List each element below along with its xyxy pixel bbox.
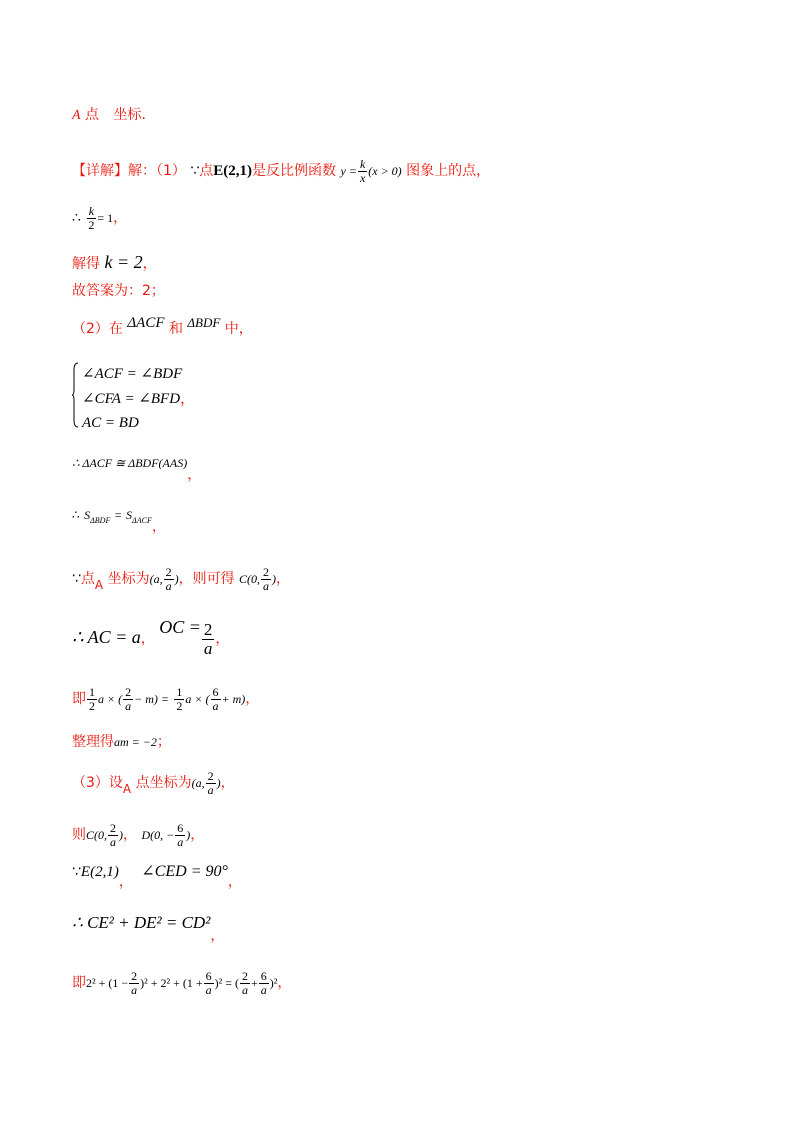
fraction-6-over-a: $\frac{6}{a}$ [177, 821, 184, 849]
text-dian: 点 [199, 163, 214, 180]
line-point-a-coords [72, 566, 290, 592]
paren-close: ) [174, 572, 179, 587]
line-pythagoras [72, 914, 224, 943]
paren-open: (a, [191, 776, 205, 791]
subscript-acf: ΔACF [132, 516, 152, 525]
k-equals-2: k = 2 [104, 252, 143, 272]
line-congruent [72, 456, 201, 482]
text-ze: 则 [72, 827, 86, 844]
fraction-2-over-a: $\frac{2}{a}$ [110, 821, 116, 849]
line-c-d-coords [72, 822, 204, 848]
equals: = [114, 508, 122, 522]
text-zhengli: 整理得 [72, 734, 114, 750]
point-c-open: C(0, [239, 572, 261, 587]
point-e: E(2,1) [213, 163, 253, 180]
because-symbol: ∵ [190, 163, 200, 180]
comma: ， [220, 775, 235, 792]
text-coord-is: 坐标为 [107, 571, 150, 588]
line-detail-part1 [72, 158, 490, 184]
angle-ced: ∠CED = 90° [141, 863, 228, 880]
text-graph-point: 图象上的点， [406, 163, 491, 180]
congruence-statement: ∴ ΔACF ≅ ΔBDF(AAS) [72, 456, 188, 470]
system-row-2: ∠CFA = ∠BFD， [82, 389, 196, 407]
line-solve-k [72, 253, 157, 271]
fraction-2-over-a: $\frac{2}{a}$ [131, 969, 138, 997]
comma: ， [123, 827, 137, 844]
point-d-close: ) [186, 828, 191, 843]
area-s: S [126, 508, 133, 522]
point-d-open: D(0, − [141, 828, 175, 843]
because-symbol: ∵ [72, 864, 81, 880]
text-ji: 即 [72, 975, 86, 992]
comma: ， [187, 467, 202, 483]
therefore-symbol: ∴ [72, 211, 81, 227]
math-part: a × ( [185, 692, 210, 707]
system-row-1: ∠ACF = ∠BDF [82, 366, 183, 382]
comma: ， [227, 874, 242, 890]
comma: ， [276, 571, 291, 588]
math-part: 2² + (1 − [86, 976, 129, 991]
semicolon: ； [156, 734, 171, 750]
fraction-k-over-x: $\frac{k}{x}$ [359, 157, 366, 185]
system-rows [82, 362, 195, 435]
pythagoras-equation: ∴ CE² + DE² = CD² [72, 913, 211, 932]
fraction-2-over-a: $\frac{2}{a}$ [165, 565, 172, 593]
comma: ， [151, 519, 166, 535]
text-zhong: 中， [224, 321, 253, 337]
system-row-3: AC = BD [82, 415, 139, 431]
math-part: )² = ( [214, 976, 239, 991]
comma: ， [277, 975, 292, 992]
func-y: y = [340, 164, 357, 179]
line-part3-intro [72, 770, 235, 796]
oc-equals: OC = [159, 617, 201, 637]
answer-text: 故答案为：2； [72, 283, 165, 299]
text-then: ，则可得 [178, 571, 235, 588]
because-symbol: ∵ [72, 571, 81, 588]
text-coord-is: 点坐标为 [135, 775, 192, 792]
comma: ， [215, 631, 230, 647]
comma: ， [140, 631, 155, 647]
comma: ， [210, 928, 225, 944]
therefore-symbol: ∴ [72, 508, 80, 522]
fraction-k-over-2: $\frac{k}{2}$ [88, 204, 95, 232]
subscript-bdf: ΔBDF [90, 516, 111, 525]
line-k-over-2 [72, 205, 127, 231]
equals-one: = 1 [97, 211, 114, 226]
fraction-2-over-a: $\frac{2}{a}$ [125, 685, 132, 713]
comma: ， [113, 210, 128, 227]
fraction-half: $\frac{1}{2}$ [176, 685, 183, 713]
fraction-2-over-a-large: $\frac{2}{a}$ [203, 619, 213, 658]
area-s: S [84, 508, 91, 522]
comma: ， [245, 691, 260, 708]
paren-open: (a, [149, 572, 163, 587]
part2-label: （2）在 [72, 321, 123, 337]
line-am-result [72, 735, 171, 749]
point-e: E(2,1) [80, 864, 119, 880]
triangle-bdf: ΔBDF [187, 315, 221, 330]
text-zuobiao: 坐标. [113, 107, 146, 123]
line-point-a-coordinates [72, 108, 146, 123]
detail-tag: 【详解】 [72, 163, 128, 180]
fraction-half: $\frac{1}{2}$ [89, 685, 95, 713]
left-brace-icon [72, 362, 78, 428]
line-final-equation [72, 970, 291, 996]
text-dian: 点 [80, 571, 95, 588]
fraction-6-over-a: $\frac{6}{a}$ [260, 969, 267, 997]
line-answer [72, 284, 165, 298]
math-part: + [251, 976, 258, 991]
line-area-equal [72, 508, 166, 534]
point-a-label: A [122, 782, 132, 797]
text-ji: 即 [72, 691, 86, 708]
fraction-2-over-a: $\frac{2}{a}$ [263, 565, 270, 593]
line-part2-intro [72, 316, 253, 336]
domain-condition: (x > 0) [368, 164, 402, 179]
line-right-angle [72, 864, 242, 889]
am-equals-neg2: am = −2 [114, 735, 157, 749]
text-is-function: 是反比例函数 [252, 163, 337, 180]
part3-label: （3）设 [72, 775, 123, 792]
paren-close: ) [216, 776, 221, 791]
text-jiede: 解得 [72, 256, 100, 272]
math-part: + m) [221, 692, 246, 707]
point-c-close: ) [272, 572, 277, 587]
fraction-6-over-a: $\frac{6}{a}$ [205, 969, 212, 997]
math-part: a × ( [98, 692, 123, 707]
point-a-label: A [94, 578, 104, 593]
line-ac-oc [72, 618, 229, 657]
comma: ， [118, 874, 133, 890]
solve-label: 解：（1） [128, 163, 186, 180]
line-area-equation [72, 686, 259, 712]
point-a-letter: A [72, 108, 81, 123]
fraction-2-over-a: $\frac{2}{a}$ [242, 969, 248, 997]
comma: ， [142, 256, 157, 272]
ac-equals-a: ∴ AC = a [72, 627, 141, 647]
fraction-6-over-a: $\frac{6}{a}$ [212, 685, 219, 713]
point-c-open: C(0, [86, 828, 107, 843]
math-part: − m) = [134, 692, 169, 707]
text-dian: 点 [85, 107, 100, 123]
triangle-acf: ΔACF [127, 315, 165, 331]
comma: ， [190, 827, 205, 844]
text-he: 和 [168, 321, 183, 337]
math-part: )² [269, 976, 278, 991]
point-c-close: ) [119, 828, 123, 843]
fraction-2-over-a: $\frac{2}{a}$ [207, 769, 214, 797]
math-part: )² + 2² + (1 + [140, 976, 203, 991]
